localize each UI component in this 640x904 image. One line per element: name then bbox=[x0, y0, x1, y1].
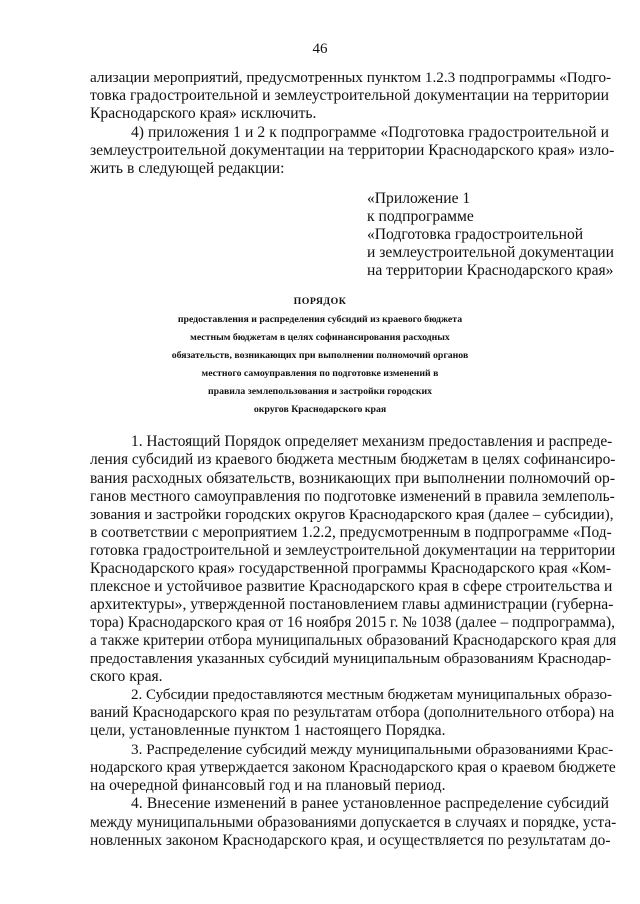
title-line: предоставления и распределения субсидий из краевого бюджета bbox=[177, 314, 463, 325]
body-line: предоставления указанных субсидий муниципальным образованиям Краснодар- bbox=[90, 650, 612, 667]
title-line: обязательств, возникающих при выполнении полномочий органов bbox=[171, 350, 469, 361]
body-line: 2. Субсидии предоставляются местным бюджетам муниципальных образо- bbox=[131, 687, 613, 703]
body-line: 3. Распределение субсидий между муниципальными образованиями Крас- bbox=[131, 741, 614, 758]
body-line: ления субсидий из краевого бюджета местным бюджетам в целях софинансиро- bbox=[90, 451, 616, 468]
page-number: 46 bbox=[312, 41, 328, 57]
body-line: архитектуры», утвержденной постановлением главы администрации (губерна- bbox=[90, 596, 614, 613]
body-line: новленных законом Краснодарского края, и осуществляется по результатам до- bbox=[90, 832, 611, 849]
title-line: местным бюджетам в целях софинансирования расходных bbox=[190, 332, 450, 343]
body-line: зования и застройки городских округов Краснодарского края (далее – субсидии), bbox=[90, 506, 614, 523]
intro-line: 4) приложения 1 и 2 к подпрограмме «Подготовка градостроительной и bbox=[131, 124, 609, 141]
body-line: плексное и устойчивое развитие Краснодарского края в сфере строительства и bbox=[90, 578, 613, 595]
appendix-line: «Приложение 1 bbox=[367, 190, 471, 207]
body-line: вания расходных обязательств, возникающих при выполнении полномочий ор- bbox=[90, 470, 616, 487]
appendix-line: к подпрограмме bbox=[367, 208, 474, 225]
body-line: Краснодарского края» государственной программы Краснодарского края «Ком- bbox=[90, 560, 612, 577]
body-line: в соответствии с мероприятием 1.2.2, предусмотренным в подпрограмме «Под- bbox=[90, 524, 612, 541]
intro-line: товка градостроительной и землеустроительной документации на территории bbox=[90, 87, 609, 104]
body-line: а также критерии отбора муниципальных образований Краснодарского края для bbox=[90, 632, 617, 649]
intro-line: землеустроительной документации на территории Краснодарского края» изло- bbox=[90, 142, 615, 159]
appendix-line: на территории Краснодарского края» bbox=[367, 262, 614, 279]
title-line: местного самоуправления по подготовке изменений в bbox=[201, 368, 439, 379]
body-line: готовка градостроительной и землеустроительной документации на территории bbox=[90, 542, 616, 559]
body-line: цели, установленные пунктом 1 настоящего Порядка. bbox=[90, 722, 446, 739]
appendix-line: и землеустроительной документации bbox=[367, 244, 614, 261]
intro-line: Краснодарского края» исключить. bbox=[90, 105, 317, 122]
body-line: на очередной финансовый год и на плановый период. bbox=[90, 777, 446, 794]
body-line: между муниципальными образованиями допускается в случаях и порядке, уста- bbox=[90, 814, 617, 831]
body-line: ганов местного самоуправления по подготовке изменений в правила землеполь- bbox=[90, 488, 615, 505]
body-line: ваний Краснодарского края по результатам отбора (дополнительного отбора) на bbox=[90, 704, 615, 721]
body-line: тора) Краснодарского края от 16 ноября 2015 г. № 1038 (далее – подпрограмма), bbox=[90, 614, 615, 631]
intro-line: ализации мероприятий, предусмотренных пунктом 1.2.3 подпрограммы «Подго- bbox=[90, 69, 612, 86]
title-line: округов Краснодарского края bbox=[253, 404, 387, 415]
body-line: нодарского края утверждается законом Краснодарского края о краевом бюджете bbox=[90, 759, 616, 776]
body-line: 4. Внесение изменений в ранее установленное распределение субсидий bbox=[131, 795, 609, 812]
title-line: правила землепользования и застройки городских bbox=[207, 386, 433, 397]
appendix-line: «Подготовка градостроительной bbox=[367, 226, 584, 243]
body-line: 1. Настоящий Порядок определяет механизм предоставления и распреде- bbox=[131, 433, 613, 450]
body-line: ского края. bbox=[90, 668, 163, 685]
document-heading: ПОРЯДОК bbox=[293, 296, 347, 307]
intro-line: жить в следующей редакции: bbox=[90, 160, 285, 177]
